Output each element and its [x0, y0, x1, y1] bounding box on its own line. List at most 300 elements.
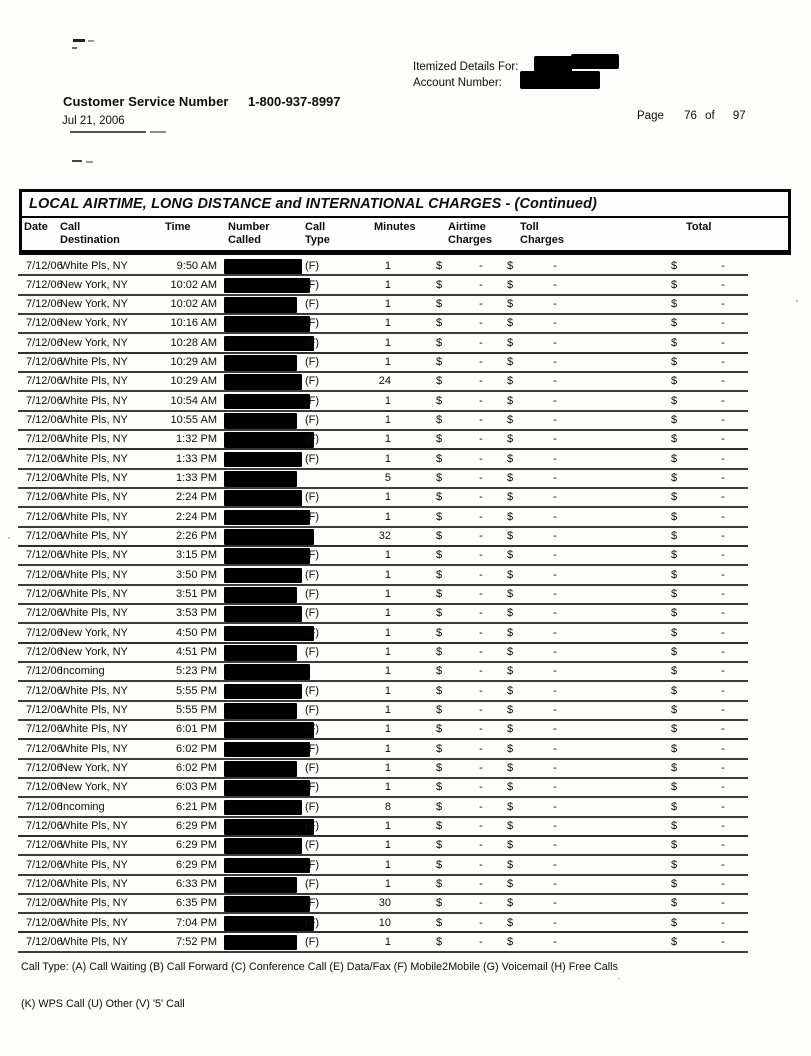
call-type-cell: (F) — [305, 916, 320, 929]
destination-cell: White Pls, NY — [60, 839, 128, 852]
column-header-number: Number Called — [228, 221, 270, 246]
toll-amount: - — [553, 452, 557, 465]
toll-currency: $ — [507, 588, 514, 601]
column-header-date: Date — [24, 221, 48, 233]
minutes-cell: 1 — [384, 762, 391, 775]
time-cell: 6:02 PM — [176, 762, 217, 775]
toll-currency: $ — [507, 742, 514, 755]
call-date-cell: 7/12/06 — [26, 491, 63, 504]
airtime-amount: - — [479, 356, 483, 369]
time-cell: 3:50 PM — [176, 568, 217, 581]
toll-amount: - — [553, 839, 557, 852]
call-date-cell: 7/12/06 — [26, 684, 63, 697]
column-header-row — [22, 218, 788, 250]
total-currency: $ — [671, 433, 678, 446]
airtime-currency: $ — [436, 916, 443, 929]
time-cell: 9:50 AM — [176, 259, 217, 272]
call-row — [19, 624, 791, 643]
destination-cell: New York, NY — [60, 278, 128, 291]
redacted-number-bar — [224, 374, 302, 390]
destination-cell: White Pls, NY — [60, 530, 128, 543]
call-date-cell: 7/12/06 — [26, 317, 63, 330]
call-type-cell: (F) — [305, 356, 320, 369]
call-date-cell: 7/12/06 — [26, 839, 63, 852]
destination-cell: White Pls, NY — [60, 414, 128, 427]
call-type-cell: (F) — [305, 800, 320, 813]
minutes-cell: 10 — [378, 916, 391, 929]
toll-amount: - — [553, 781, 557, 794]
call-date-cell: 7/12/06 — [26, 762, 63, 775]
total-currency: $ — [671, 742, 678, 755]
call-row — [19, 856, 791, 875]
toll-amount: - — [553, 414, 557, 427]
toll-amount: - — [553, 394, 557, 407]
destination-cell: White Pls, NY — [60, 723, 128, 736]
airtime-amount: - — [479, 317, 483, 330]
time-cell: 2:26 PM — [176, 530, 217, 543]
destination-cell: White Pls, NY — [60, 897, 128, 910]
call-row — [19, 528, 791, 547]
call-date-cell: 7/12/06 — [26, 607, 63, 620]
toll-currency: $ — [507, 935, 514, 948]
airtime-currency: $ — [436, 278, 443, 291]
minutes-cell: 1 — [384, 278, 391, 291]
minutes-cell: 1 — [384, 684, 391, 697]
redacted-number-bar — [224, 259, 302, 275]
call-type-cell: (F) — [305, 646, 320, 659]
redacted-number-bar — [224, 780, 310, 796]
toll-currency: $ — [507, 820, 514, 833]
total-amount: - — [721, 491, 725, 504]
redacted-number-bar — [224, 742, 310, 758]
call-date-cell: 7/12/06 — [26, 742, 63, 755]
airtime-amount: - — [479, 800, 483, 813]
call-type-cell: (F) — [305, 568, 320, 581]
call-row — [19, 392, 791, 411]
toll-currency: $ — [507, 530, 514, 543]
airtime-amount: - — [479, 723, 483, 736]
airtime-currency: $ — [436, 800, 443, 813]
redacted-number-bar — [224, 548, 310, 564]
airtime-amount: - — [479, 935, 483, 948]
total-amount: - — [721, 278, 725, 291]
toll-currency: $ — [507, 781, 514, 794]
redacted-number-bar — [224, 568, 302, 584]
total-currency: $ — [671, 472, 678, 485]
total-amount: - — [721, 298, 725, 311]
airtime-currency: $ — [436, 704, 443, 717]
total-currency: $ — [671, 394, 678, 407]
redacted-number-bar — [224, 316, 310, 332]
total-amount: - — [721, 935, 725, 948]
minutes-cell: 32 — [378, 530, 391, 543]
call-date-cell: 7/12/06 — [26, 897, 63, 910]
total-currency: $ — [671, 762, 678, 775]
toll-currency: $ — [507, 916, 514, 929]
airtime-amount: - — [479, 626, 483, 639]
scan-speck — [8, 537, 10, 539]
call-type-cell: (F) — [305, 723, 320, 736]
call-type-cell: (F) — [305, 897, 320, 910]
total-amount: - — [721, 549, 725, 562]
call-row — [19, 566, 791, 585]
call-date-cell: 7/12/06 — [26, 723, 63, 736]
total-currency: $ — [671, 414, 678, 427]
minutes-cell: 8 — [384, 800, 391, 813]
time-cell: 4:50 PM — [176, 626, 217, 639]
call-type-cell: (F) — [305, 607, 320, 620]
toll-amount: - — [553, 278, 557, 291]
toll-amount: - — [553, 491, 557, 504]
minutes-cell: 1 — [384, 742, 391, 755]
call-date-cell: 7/12/06 — [26, 646, 63, 659]
scan-artifact — [86, 161, 93, 163]
call-type-cell: (F) — [305, 452, 320, 465]
toll-currency: $ — [507, 452, 514, 465]
total-currency: $ — [671, 897, 678, 910]
time-cell: 7:04 PM — [176, 916, 217, 929]
call-type-cell: (F) — [305, 935, 320, 948]
airtime-amount: - — [479, 433, 483, 446]
call-date-cell: 7/12/06 — [26, 375, 63, 388]
airtime-currency: $ — [436, 317, 443, 330]
time-cell: 6:21 PM — [176, 800, 217, 813]
total-currency: $ — [671, 781, 678, 794]
airtime-amount: - — [479, 298, 483, 311]
total-currency: $ — [671, 530, 678, 543]
redacted-number-bar — [224, 703, 297, 719]
call-date-cell: 7/12/06 — [26, 704, 63, 717]
minutes-cell: 1 — [384, 510, 391, 523]
total-amount: - — [721, 375, 725, 388]
redacted-number-bar — [224, 413, 297, 429]
toll-currency: $ — [507, 394, 514, 407]
time-cell: 6:29 PM — [176, 820, 217, 833]
toll-currency: $ — [507, 800, 514, 813]
destination-cell: White Pls, NY — [60, 704, 128, 717]
call-row — [19, 450, 791, 469]
airtime-currency: $ — [436, 530, 443, 543]
toll-amount: - — [553, 472, 557, 485]
total-amount: - — [721, 723, 725, 736]
airtime-currency: $ — [436, 646, 443, 659]
total-currency: $ — [671, 723, 678, 736]
redacted-number-bar — [224, 432, 314, 448]
toll-currency: $ — [507, 259, 514, 272]
airtime-currency: $ — [436, 375, 443, 388]
destination-cell: White Pls, NY — [60, 878, 128, 890]
total-amount: - — [721, 800, 725, 813]
call-date-cell: 7/12/06 — [26, 414, 63, 427]
statement-date: Jul 21, 2006 — [62, 115, 125, 127]
call-type-legend-line2: (K) WPS Call (U) Other (V) '5' Call — [21, 998, 185, 1010]
redacted-number-bar — [224, 877, 297, 893]
airtime-amount: - — [479, 684, 483, 697]
destination-cell: White Pls, NY — [60, 935, 128, 948]
redacted-number-bar — [224, 761, 297, 777]
minutes-cell: 1 — [384, 588, 391, 601]
call-type-cell: (F) — [305, 549, 320, 562]
toll-amount: - — [553, 259, 557, 272]
minutes-cell: 1 — [384, 723, 391, 736]
total-amount: - — [721, 820, 725, 833]
time-cell: 6:35 PM — [176, 897, 217, 910]
time-cell: 3:53 PM — [176, 607, 217, 620]
redacted-number-bar — [224, 935, 297, 951]
airtime-currency: $ — [436, 298, 443, 311]
airtime-amount: - — [479, 762, 483, 775]
destination-cell: New York, NY — [60, 762, 128, 775]
redacted-number-bar — [224, 278, 310, 294]
call-row — [19, 412, 791, 431]
airtime-currency: $ — [436, 858, 443, 871]
toll-amount: - — [553, 704, 557, 717]
time-cell: 1:33 PM — [176, 452, 217, 465]
total-currency: $ — [671, 626, 678, 639]
time-cell: 10:28 AM — [170, 336, 217, 349]
call-date-cell: 7/12/06 — [26, 820, 63, 833]
total-currency: $ — [671, 317, 678, 330]
toll-currency: $ — [507, 298, 514, 311]
call-type-legend-line1: Call Type: (A) Call Waiting (B) Call Forward (C) Conference Call (E) Data/Fax (F) Mobile2Mobile (G) Voicemail (H) Free Calls — [21, 961, 618, 973]
destination-cell: Incoming — [60, 800, 105, 813]
call-date-cell: 7/12/06 — [26, 356, 63, 369]
destination-cell: White Pls, NY — [60, 607, 128, 620]
call-date-cell: 7/12/06 — [26, 259, 63, 272]
call-type-cell: (F) — [305, 394, 320, 407]
toll-amount: - — [553, 549, 557, 562]
call-type-cell: (F) — [305, 336, 320, 349]
redacted-number-bar — [224, 645, 297, 661]
total-amount: - — [721, 858, 725, 871]
table-title: LOCAL AIRTIME, LONG DISTANCE and INTERNATIONAL CHARGES - (Continued) — [22, 192, 788, 218]
airtime-amount: - — [479, 588, 483, 601]
airtime-amount: - — [479, 414, 483, 427]
destination-cell: White Pls, NY — [60, 588, 128, 601]
airtime-currency: $ — [436, 684, 443, 697]
time-cell: 6:02 PM — [176, 742, 217, 755]
airtime-currency: $ — [436, 510, 443, 523]
redacted-number-bar — [224, 664, 310, 680]
call-row — [19, 895, 791, 914]
call-row — [19, 470, 791, 489]
airtime-amount: - — [479, 336, 483, 349]
airtime-currency: $ — [436, 665, 443, 678]
toll-currency: $ — [507, 704, 514, 717]
destination-cell: White Pls, NY — [60, 394, 128, 407]
toll-currency: $ — [507, 723, 514, 736]
minutes-cell: 1 — [384, 781, 391, 794]
total-currency: $ — [671, 704, 678, 717]
call-date-cell: 7/12/06 — [26, 935, 63, 948]
toll-amount: - — [553, 588, 557, 601]
call-type-cell: (F) — [305, 781, 320, 794]
page-label: Page — [637, 110, 664, 122]
toll-amount: - — [553, 317, 557, 330]
redacted-number-bar — [224, 722, 314, 738]
scan-artifact — [72, 160, 82, 162]
destination-cell: White Pls, NY — [60, 568, 128, 581]
minutes-cell: 1 — [384, 839, 391, 852]
call-type-cell: (F) — [305, 317, 320, 330]
airtime-currency: $ — [436, 452, 443, 465]
toll-currency: $ — [507, 510, 514, 523]
total-currency: $ — [671, 878, 678, 890]
customer-service-label: Customer Service Number — [63, 94, 229, 109]
toll-amount: - — [553, 510, 557, 523]
airtime-amount: - — [479, 858, 483, 871]
total-currency: $ — [671, 568, 678, 581]
call-row — [19, 605, 791, 624]
toll-currency: $ — [507, 278, 514, 291]
redacted-number-bar — [224, 452, 302, 468]
destination-cell: White Pls, NY — [60, 820, 128, 833]
toll-amount: - — [553, 298, 557, 311]
toll-amount: - — [553, 935, 557, 948]
total-currency: $ — [671, 588, 678, 601]
redacted-number-bar — [224, 297, 297, 313]
minutes-cell: 1 — [384, 626, 391, 639]
call-rows — [19, 257, 791, 953]
destination-cell: New York, NY — [60, 646, 128, 659]
minutes-cell: 1 — [384, 259, 391, 272]
minutes-cell: 1 — [384, 665, 391, 678]
redacted-number-bar — [224, 587, 297, 603]
page-indicator — [637, 110, 746, 122]
toll-amount: - — [553, 897, 557, 910]
toll-currency: $ — [507, 472, 514, 485]
destination-cell: White Pls, NY — [60, 549, 128, 562]
account-number-label: Account Number: — [413, 77, 502, 89]
total-currency: $ — [671, 665, 678, 678]
toll-amount: - — [553, 723, 557, 736]
airtime-currency: $ — [436, 472, 443, 485]
airtime-currency: $ — [436, 878, 443, 890]
call-row — [19, 489, 791, 508]
call-date-cell: 7/12/06 — [26, 549, 63, 562]
destination-cell: White Pls, NY — [60, 356, 128, 369]
airtime-currency: $ — [436, 839, 443, 852]
total-amount: - — [721, 897, 725, 910]
call-date-cell: 7/12/06 — [26, 394, 63, 407]
redacted-number-bar — [224, 916, 314, 932]
airtime-amount: - — [479, 704, 483, 717]
total-amount: - — [721, 742, 725, 755]
toll-currency: $ — [507, 646, 514, 659]
table-header-box — [19, 189, 791, 255]
total-amount: - — [721, 704, 725, 717]
call-row — [19, 276, 791, 295]
minutes-cell: 1 — [384, 317, 391, 330]
time-cell: 10:02 AM — [170, 278, 217, 291]
minutes-cell: 1 — [384, 414, 391, 427]
redacted-number-bar — [224, 471, 297, 487]
minutes-cell: 5 — [384, 472, 391, 485]
call-row — [19, 296, 791, 315]
column-header-call-type: Call Type — [305, 221, 330, 246]
minutes-cell: 1 — [384, 394, 391, 407]
total-currency: $ — [671, 916, 678, 929]
redacted-number-bar — [224, 626, 314, 642]
airtime-currency: $ — [436, 607, 443, 620]
destination-cell: White Pls, NY — [60, 433, 128, 446]
minutes-cell: 1 — [384, 858, 391, 871]
airtime-amount: - — [479, 510, 483, 523]
airtime-currency: $ — [436, 433, 443, 446]
toll-currency: $ — [507, 878, 514, 890]
column-header-destination: Call Destination — [60, 221, 120, 246]
call-date-cell: 7/12/06 — [26, 472, 63, 485]
total-amount: - — [721, 588, 725, 601]
toll-currency: $ — [507, 317, 514, 330]
total-currency: $ — [671, 800, 678, 813]
call-row — [19, 373, 791, 392]
total-amount: - — [721, 839, 725, 852]
airtime-currency: $ — [436, 626, 443, 639]
toll-amount: - — [553, 568, 557, 581]
toll-currency: $ — [507, 858, 514, 871]
redacted-account-number — [520, 71, 600, 89]
total-amount: - — [721, 781, 725, 794]
minutes-cell: 1 — [384, 452, 391, 465]
destination-cell: White Pls, NY — [60, 472, 128, 485]
minutes-cell: 30 — [378, 897, 391, 910]
time-cell: 6:33 PM — [176, 878, 217, 890]
scan-speck — [796, 300, 798, 302]
airtime-currency: $ — [436, 394, 443, 407]
airtime-currency: $ — [436, 723, 443, 736]
call-date-cell: 7/12/06 — [26, 781, 63, 794]
total-currency: $ — [671, 607, 678, 620]
redacted-number-bar — [224, 490, 302, 506]
destination-cell: White Pls, NY — [60, 375, 128, 388]
destination-cell: Incoming — [60, 665, 105, 678]
call-row — [19, 334, 791, 353]
airtime-currency: $ — [436, 259, 443, 272]
minutes-cell: 1 — [384, 878, 391, 890]
time-cell: 10:55 AM — [170, 414, 217, 427]
airtime-amount: - — [479, 916, 483, 929]
airtime-amount: - — [479, 452, 483, 465]
airtime-currency: $ — [436, 742, 443, 755]
time-cell: 2:24 PM — [176, 510, 217, 523]
page-number: 76 — [684, 110, 697, 122]
time-cell: 10:29 AM — [170, 356, 217, 369]
total-amount: - — [721, 762, 725, 775]
toll-currency: $ — [507, 491, 514, 504]
toll-currency: $ — [507, 549, 514, 562]
redacted-number-bar — [224, 858, 310, 874]
total-currency: $ — [671, 858, 678, 871]
call-row — [19, 779, 791, 798]
airtime-amount: - — [479, 839, 483, 852]
airtime-amount: - — [479, 646, 483, 659]
call-row — [19, 431, 791, 450]
call-row — [19, 933, 791, 952]
airtime-amount: - — [479, 665, 483, 678]
airtime-amount: - — [479, 375, 483, 388]
time-cell: 2:24 PM — [176, 491, 217, 504]
minutes-cell: 1 — [384, 935, 391, 948]
airtime-currency: $ — [436, 568, 443, 581]
total-amount: - — [721, 510, 725, 523]
call-type-cell: (F) — [305, 626, 320, 639]
total-currency: $ — [671, 336, 678, 349]
time-cell: 10:29 AM — [170, 375, 217, 388]
toll-currency: $ — [507, 375, 514, 388]
destination-cell: White Pls, NY — [60, 858, 128, 871]
call-date-cell: 7/12/06 — [26, 336, 63, 349]
